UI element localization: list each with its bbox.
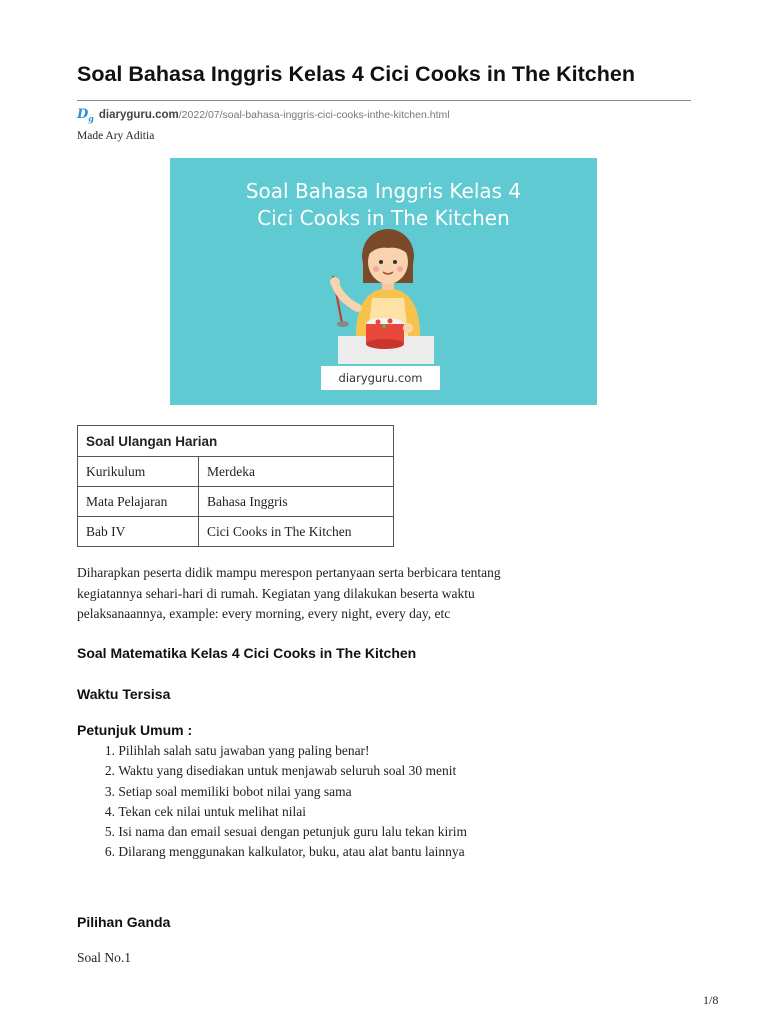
time-left-heading: Waktu Tersisa xyxy=(77,686,171,702)
intro-line: pelaksanaannya, example: every morning, every night, every day, etc xyxy=(77,606,451,621)
table-header-row xyxy=(78,426,394,457)
title-divider xyxy=(77,100,691,101)
intro-line: kegiatannya sehari-hari di rumah. Kegiatan yang dilakukan beserta waktu xyxy=(77,585,475,601)
hero-title-line-1: Soal Bahasa Inggris Kelas 4 xyxy=(245,179,522,203)
hero-site-label: diaryguru.com xyxy=(321,366,440,390)
list-item: 2. Waktu yang disediakan untuk menjawab seluruh soal 30 menit xyxy=(104,763,457,779)
list-item: 4. Tekan cek nilai untuk melihat nilai xyxy=(104,803,306,819)
table-cell-label: Bab IV xyxy=(78,517,199,547)
page-number: 1/8 xyxy=(703,993,719,1007)
intro-paragraph xyxy=(77,563,597,625)
table-cell-value: Cici Cooks in The Kitchen xyxy=(199,517,394,547)
page-title: Soal Bahasa Inggris Kelas 4 Cici Cooks in The Kitchen xyxy=(77,62,635,86)
multiple-choice-heading: Pilihan Ganda xyxy=(77,914,171,930)
intro-line: Diharapkan peserta didik mampu merespon pertanyaan serta berbicara tentang xyxy=(77,565,501,580)
list-item: 1. Pilihlah salah satu jawaban yang paling benar! xyxy=(104,743,370,758)
quiz-heading: Soal Matematika Kelas 4 Cici Cooks in The Kitchen xyxy=(77,645,417,661)
table-header: Soal Ulangan Harian xyxy=(78,426,394,457)
table-cell-value: Bahasa Inggris xyxy=(199,487,394,517)
source-path[interactable]: /2022/07/soal-bahasa-inggris-cici-cooks-inthe-kitchen.html xyxy=(178,109,450,122)
diaryguru-logo-icon: $D_g$ xyxy=(77,107,94,124)
list-item: 3. Setiap soal memiliki bobot nilai yang sama xyxy=(104,783,352,799)
list-item: 5. Isi nama dan email sesuai dengan petunjuk guru lalu tekan kirim xyxy=(104,824,468,840)
table-row xyxy=(78,517,394,547)
instructions-list xyxy=(77,741,467,863)
author-name: Made Ary Aditia xyxy=(77,130,155,142)
table-cell-value: Merdeka xyxy=(199,457,394,487)
info-table xyxy=(77,425,394,547)
table-row xyxy=(78,457,394,487)
list-item: 6. Dilarang menggunakan kalkulator, buku, atau alat bantu lainnya xyxy=(104,844,465,860)
table-cell-label: Kurikulum xyxy=(78,457,199,487)
source-line xyxy=(77,108,450,123)
hero-title-line-2: Cici Cooks in The Kitchen xyxy=(257,206,510,230)
table-row xyxy=(78,487,394,517)
table-cell-label: Mata Pelajaran xyxy=(78,487,199,517)
source-domain[interactable]: diaryguru.com xyxy=(98,109,179,122)
hero-image xyxy=(170,158,597,405)
question-label: Soal No.1 xyxy=(77,950,131,965)
instructions-heading: Petunjuk Umum : xyxy=(77,722,193,738)
